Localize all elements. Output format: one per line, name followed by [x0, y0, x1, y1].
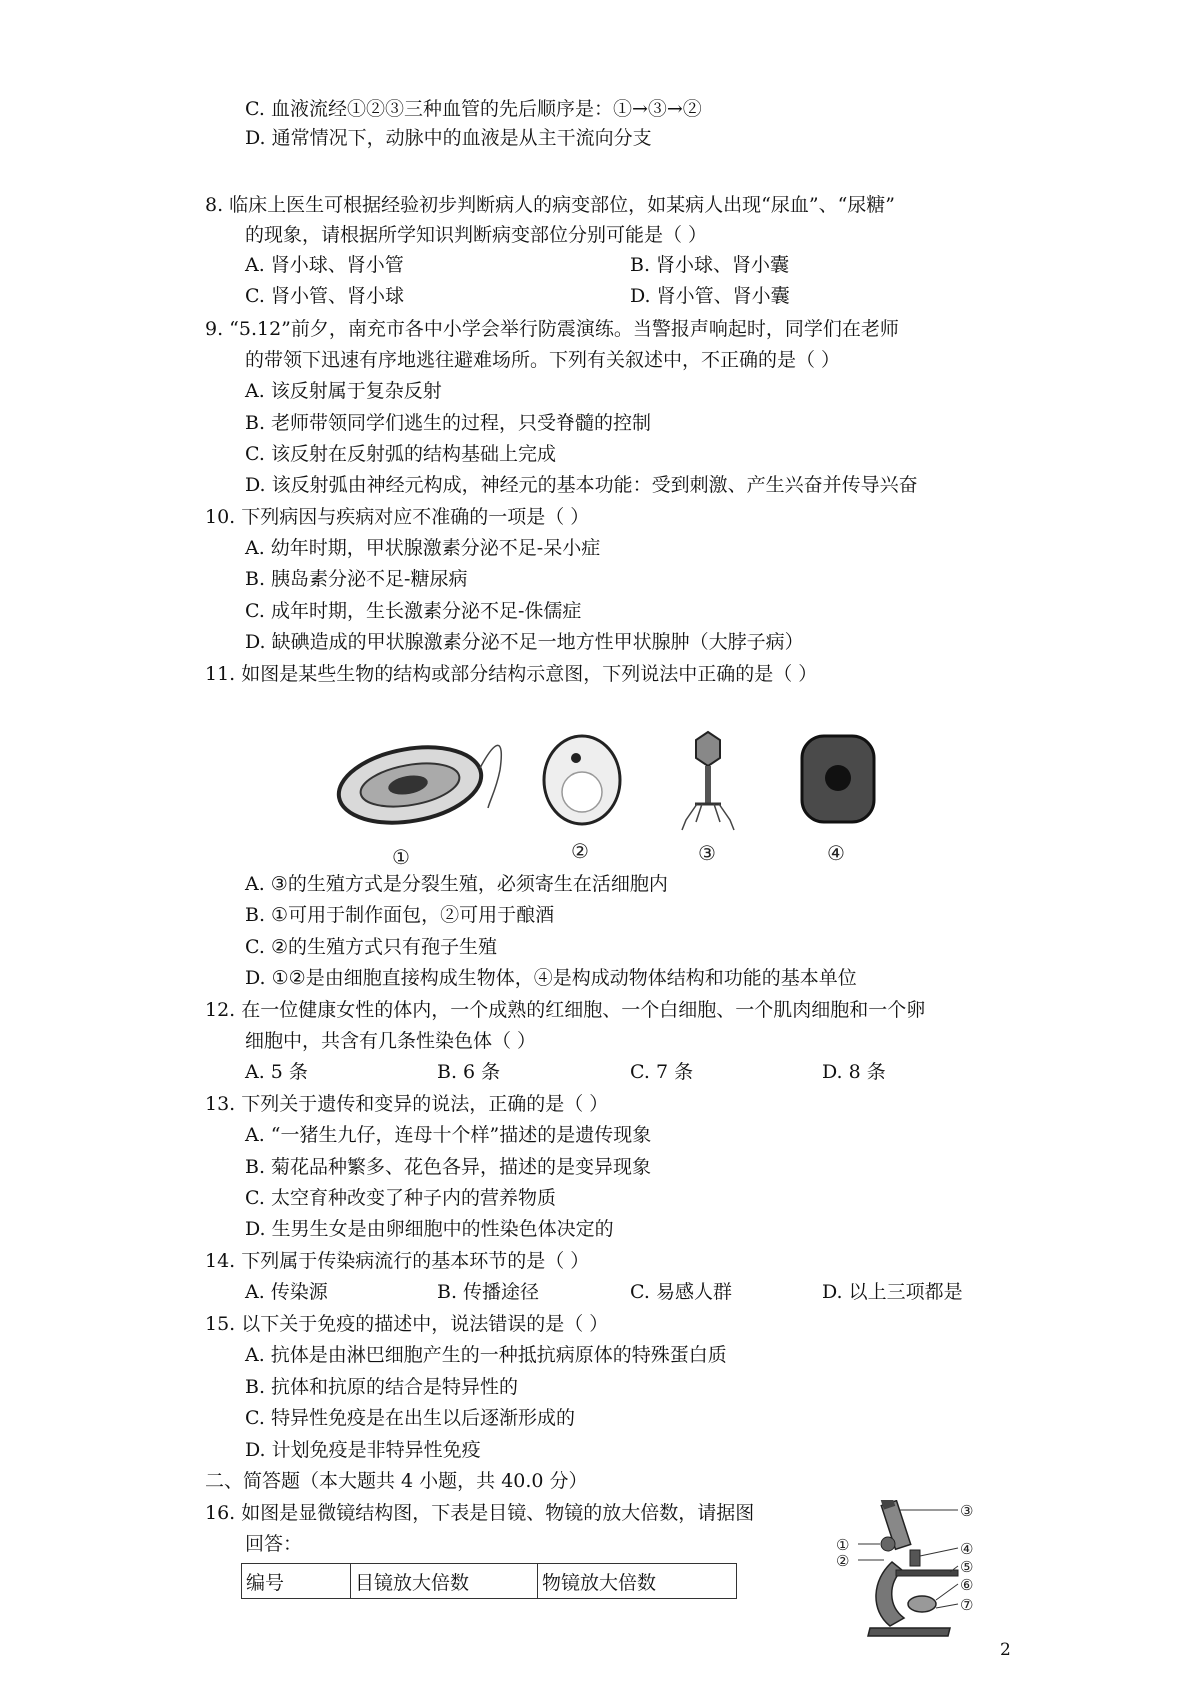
figure-label-1: ①	[392, 845, 410, 869]
figure-label-2: ②	[571, 839, 589, 863]
q8-stem-line2: 的现象，请根据所学知识判断病变部位分别可能是（ ）	[245, 224, 708, 246]
microscope-label-3: ③	[960, 1502, 974, 1520]
q9-option-c: C. 该反射在反射弧的结构基础上完成	[245, 443, 556, 465]
table-header-cell: 编号	[242, 1564, 351, 1599]
q8-option-c: C. 肾小管、肾小球	[245, 285, 404, 307]
q8-option-a: A. 肾小球、肾小管	[245, 254, 404, 276]
q11-organism-figure	[330, 730, 890, 880]
q10-option-b: B. 胰岛素分泌不足-糖尿病	[245, 568, 468, 590]
q8-option-d: D. 肾小管、肾小囊	[630, 285, 790, 307]
q14-option-b: B. 传播途径	[437, 1281, 540, 1303]
q15-option-a: A. 抗体是由淋巴细胞产生的一种抵抗病原体的特殊蛋白质	[245, 1344, 727, 1366]
table-header-cell: 目镜放大倍数	[351, 1564, 538, 1599]
q16-stem-line1: 16. 如图是显微镜结构图，下表是目镜、物镜的放大倍数，请据图	[205, 1502, 755, 1524]
animal-cell-illustration	[802, 736, 874, 822]
q14-option-a: A. 传染源	[245, 1281, 328, 1303]
q9-option-b: B. 老师带领同学们逃生的过程，只受脊髓的控制	[245, 412, 652, 434]
q12-option-c: C. 7 条	[630, 1061, 694, 1083]
microscope-label-7: ⑦	[960, 1596, 974, 1614]
q10-option-c: C. 成年时期，生长激素分泌不足-侏儒症	[245, 600, 582, 622]
q11-option-c: C. ②的生殖方式只有孢子生殖	[245, 936, 497, 958]
q13-option-d: D. 生男生女是由卵细胞中的性染色体决定的	[245, 1218, 614, 1240]
figure-label-4: ④	[827, 841, 845, 865]
q8-stem-line1: 8. 临床上医生可根据经验初步判断病人的病变部位，如某病人出现“尿血”、“尿糖”	[205, 194, 896, 216]
figure-label-3: ③	[698, 841, 716, 865]
q9-stem-line2: 的带领下迅速有序地逃往避难场所。下列有关叙述中，不正确的是（ ）	[245, 349, 841, 371]
q9-stem-line1: 9. “5.12”前夕，南充市各中小学会举行防震演练。当警报声响起时，同学们在老师	[205, 318, 899, 340]
q15-option-b: B. 抗体和抗原的结合是特异性的	[245, 1376, 519, 1398]
q10-option-a: A. 幼年时期，甲状腺激素分泌不足-呆小症	[245, 537, 601, 559]
bacterium-illustration	[333, 737, 501, 833]
q15-option-c: C. 特异性免疫是在出生以后逐渐形成的	[245, 1407, 575, 1429]
q12-option-a: A. 5 条	[245, 1061, 308, 1083]
q13-option-b: B. 菊花品种繁多、花色各异，描述的是变异现象	[245, 1156, 652, 1178]
q12-stem-line1: 12. 在一位健康女性的体内，一个成熟的红细胞、一个白细胞、一个肌肉细胞和一个卵	[205, 999, 926, 1021]
q13-option-c: C. 太空育种改变了种子内的营养物质	[245, 1187, 556, 1209]
microscope-label-5: ⑤	[960, 1558, 974, 1576]
q9-option-a: A. 该反射属于复杂反射	[245, 380, 442, 402]
table-header-row	[242, 1564, 737, 1599]
q13-stem: 13. 下列关于遗传和变异的说法，正确的是（ ）	[205, 1093, 609, 1115]
q11-option-d: D. ①②是由细胞直接构成生物体，④是构成动物体结构和功能的基本单位	[245, 967, 857, 989]
microscope-illustration	[858, 1500, 958, 1636]
yeast-cell-illustration	[544, 736, 620, 824]
section-heading: 二、简答题（本大题共 4 小题，共 40.0 分）	[205, 1470, 588, 1492]
q15-stem: 15. 以下关于免疫的描述中，说法错误的是（ ）	[205, 1313, 609, 1335]
q10-option-d: D. 缺碘造成的甲状腺激素分泌不足一地方性甲状腺肿（大脖子病）	[245, 631, 804, 653]
q14-stem: 14. 下列属于传染病流行的基本环节的是（ ）	[205, 1250, 590, 1272]
q14-option-c: C. 易感人群	[630, 1281, 732, 1303]
table-header-cell: 物镜放大倍数	[538, 1564, 737, 1599]
q15-option-d: D. 计划免疫是非特异性免疫	[245, 1439, 481, 1461]
q11-option-b: B. ①可用于制作面包，②可用于酿酒	[245, 904, 555, 926]
q7-option-c: C. 血液流经①②③三种血管的先后顺序是：①→③→②	[245, 98, 702, 120]
q11-option-a: A. ③的生殖方式是分裂生殖，必须寄生在活细胞内	[245, 873, 668, 895]
q12-option-b: B. 6 条	[437, 1061, 501, 1083]
microscope-label-2: ②	[836, 1552, 850, 1570]
q9-option-d: D. 该反射弧由神经元构成，神经元的基本功能：受到刺激、产生兴奋并传导兴奋	[245, 474, 918, 496]
magnification-table	[241, 1563, 737, 1599]
q12-stem-line2: 细胞中，共含有几条性染色体（ ）	[245, 1030, 537, 1052]
page-number: 2	[1000, 1640, 1011, 1660]
q12-option-d: D. 8 条	[822, 1061, 886, 1083]
q7-option-d: D. 通常情况下，动脉中的血液是从主干流向分支	[245, 127, 652, 149]
q14-option-d: D. 以上三项都是	[822, 1281, 963, 1303]
q13-option-a: A. “一猪生九仔，连母十个样”描述的是遗传现象	[245, 1124, 652, 1146]
q11-stem: 11. 如图是某些生物的结构或部分结构示意图，下列说法中正确的是（ ）	[205, 663, 818, 685]
microscope-figure	[830, 1500, 1000, 1640]
microscope-label-6: ⑥	[960, 1576, 974, 1594]
microscope-label-4: ④	[960, 1540, 974, 1558]
microscope-label-1: ①	[836, 1536, 850, 1554]
q16-stem-line2: 回答：	[245, 1533, 303, 1555]
virus-illustration	[682, 732, 734, 830]
q10-stem: 10. 下列病因与疾病对应不准确的一项是（ ）	[205, 506, 590, 528]
q8-option-b: B. 肾小球、肾小囊	[630, 254, 790, 276]
